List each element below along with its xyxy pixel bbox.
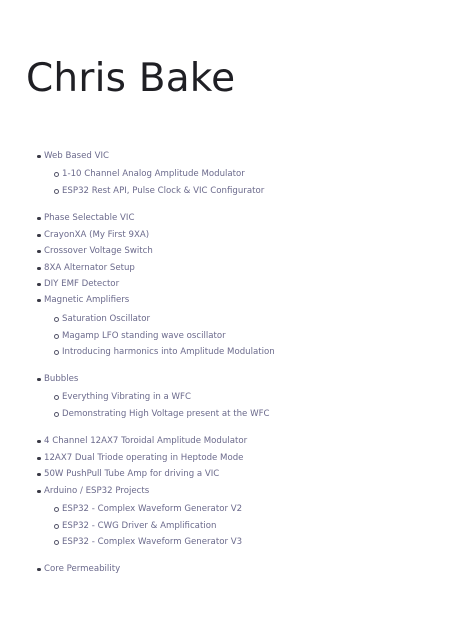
- list-item-12ax7-dual-triode[interactable]: 12AX7 Dual Triode operating in Heptode Mode: [44, 453, 244, 463]
- list-item-magnetic-amplifiers[interactable]: Magnetic Amplifiers: [44, 295, 130, 305]
- list-item-bubbles[interactable]: Bubbles: [44, 374, 79, 384]
- list-item-8xa-alternator-setup[interactable]: 8XA Alternator Setup: [44, 263, 135, 273]
- list-item-phase-selectable-vic[interactable]: Phase Selectable VIC: [44, 213, 135, 223]
- list-item-4-channel-12ax7[interactable]: 4 Channel 12AX7 Toroidal Amplitude Modulator: [44, 436, 248, 446]
- sub-list-item-esp32-cwg-v3[interactable]: ESP32 - Complex Waveform Generator V3: [62, 537, 243, 547]
- list-item-core-permeability[interactable]: Core Permeability: [44, 564, 121, 574]
- list-item-diy-emf-detector[interactable]: DIY EMF Detector: [44, 279, 120, 289]
- sub-list-item-everything-vibrating[interactable]: Everything Vibrating in a WFC: [62, 392, 191, 402]
- list-item-web-based-vic[interactable]: Web Based VIC: [44, 151, 109, 161]
- sub-list-item-demonstrating-high-voltage[interactable]: Demonstrating High Voltage present at the WFC: [62, 409, 270, 419]
- sub-list-item-esp32-rest-api[interactable]: ESP32 Rest API, Pulse Clock & VIC Configurator: [62, 186, 265, 196]
- sub-list-item-analog-amplitude-modulator[interactable]: 1-10 Channel Analog Amplitude Modulator: [62, 169, 245, 179]
- list-item-crossover-voltage-switch[interactable]: Crossover Voltage Switch: [44, 246, 153, 256]
- list-item-arduino-esp32-projects[interactable]: Arduino / ESP32 Projects: [44, 486, 150, 496]
- page-title: Chris Bake: [26, 56, 236, 101]
- sub-list-item-esp32-cwg-v2[interactable]: ESP32 - Complex Waveform Generator V2: [62, 504, 243, 514]
- sub-list-item-magamp-lfo[interactable]: Magamp LFO standing wave oscillator: [62, 331, 226, 341]
- sub-list-item-esp32-cwg-driver[interactable]: ESP32 - CWG Driver & Amplification: [62, 521, 217, 531]
- list-item-crayonxa[interactable]: CrayonXA (My First 9XA): [44, 230, 150, 240]
- sub-list-item-saturation-oscillator[interactable]: Saturation Oscillator: [62, 314, 151, 324]
- list-item-50w-pushpull-tube-amp[interactable]: 50W PushPull Tube Amp for driving a VIC: [44, 469, 220, 479]
- sub-list-item-introducing-harmonics[interactable]: Introducing harmonics into Amplitude Modulation: [62, 347, 275, 357]
